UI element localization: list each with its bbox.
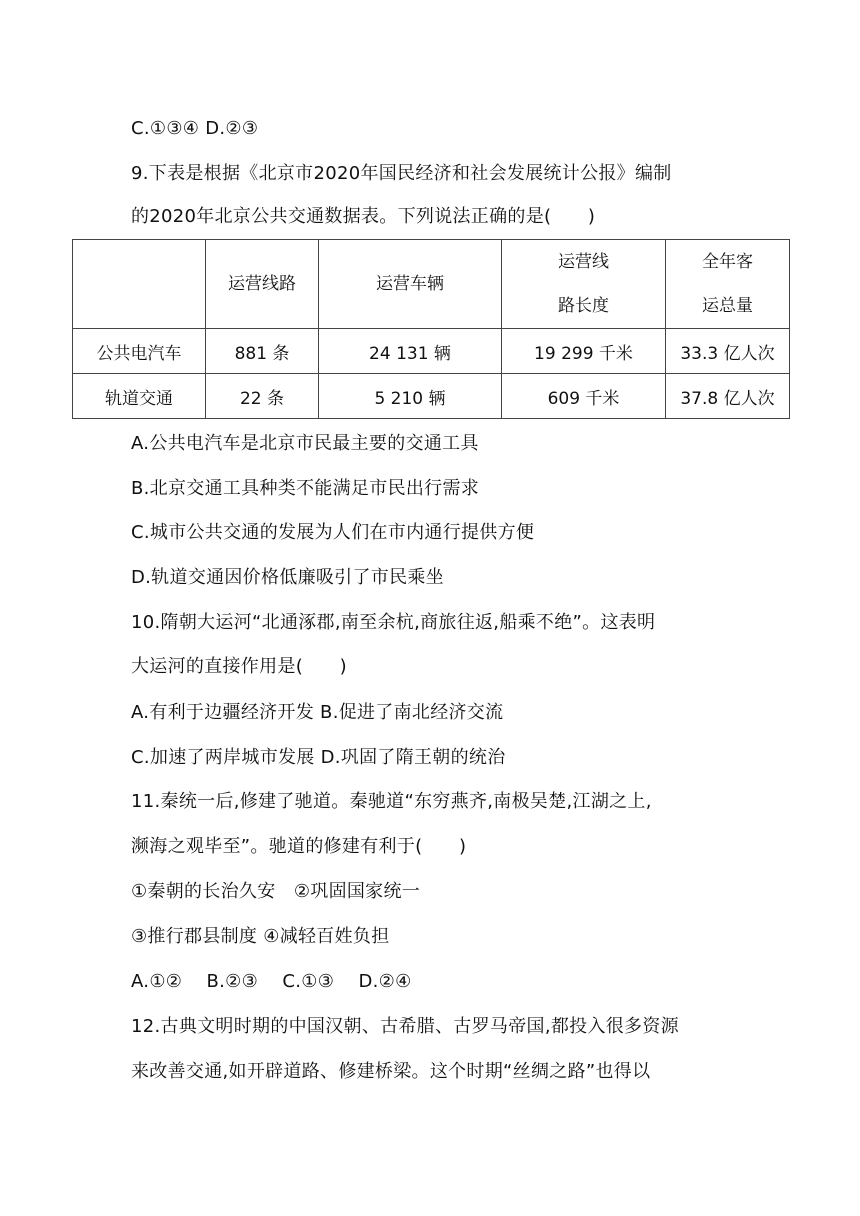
option-line: A.有利于边疆经济开发 B.促进了南北经济交流: [131, 702, 504, 723]
question-10-line-1: 10.隋朝大运河“北通涿郡,南至余杭,商旅往返,船乘不绝”。这表明: [131, 612, 656, 633]
table-header-row: [73, 240, 790, 329]
table-cell: 33.3 亿人次: [666, 329, 790, 374]
question-11-line-2: 濒海之观毕至”。驰道的修建有利于( ): [131, 836, 467, 857]
table-cell: 24 131 辆: [319, 329, 502, 374]
question-10-line-2: 大运河的直接作用是( ): [131, 656, 347, 677]
option-line: A.公共电汽车是北京市民最主要的交通工具: [131, 433, 479, 454]
table-header-text: 全年客: [702, 252, 753, 272]
table-cell: 22 条: [206, 374, 319, 419]
option-line: A.①② B.②③ C.①③ D.②④: [131, 971, 412, 992]
table-row: [73, 374, 790, 419]
table-cell: 37.8 亿人次: [666, 374, 790, 419]
question-9-line-1: 9.下表是根据《北京市2020年国民经济和社会发展统计公报》编制: [131, 163, 672, 184]
question-11-line-1: 11.秦统一后,修建了驰道。秦驰道“东穷燕齐,南极吴楚,江湖之上,: [131, 791, 652, 812]
statement-line: ③推行郡县制度 ④减轻百姓负担: [131, 926, 390, 947]
option-line: C.城市公共交通的发展为人们在市内通行提供方便: [131, 522, 535, 543]
table-cell: 19 299 千米: [502, 329, 666, 374]
option-line: B.北京交通工具种类不能满足市民出行需求: [131, 478, 480, 499]
transit-data-table: [72, 239, 790, 419]
statement-line: ①秦朝的长治久安 ②巩固国家统一: [131, 881, 421, 902]
table-row: [73, 329, 790, 374]
table-header-text: 路长度: [558, 296, 609, 316]
question-9-line-2: 的2020年北京公共交通数据表。下列说法正确的是( ): [131, 206, 596, 227]
table-cell: 轨道交通: [73, 374, 206, 419]
table-cell: 公共电汽车: [73, 329, 206, 374]
option-line: C.加速了两岸城市发展 D.巩固了隋王朝的统治: [131, 747, 506, 768]
table-header-text: 运营线: [558, 252, 609, 272]
table-header-cell: 运营线路: [206, 240, 319, 329]
option-line-q8: C.①③④ D.②③: [131, 118, 259, 139]
option-line: D.轨道交通因价格低廉吸引了市民乘坐: [131, 567, 444, 588]
table-header-text: 运总量: [702, 296, 753, 316]
question-12-line-1: 12.古典文明时期的中国汉朝、古希腊、古罗马帝国,都投入很多资源: [131, 1016, 679, 1037]
table-cell: 609 千米: [502, 374, 666, 419]
table-header-cell: [666, 240, 790, 329]
table-cell: 881 条: [206, 329, 319, 374]
table-header-cell: [502, 240, 666, 329]
table-header-cell: 运营车辆: [319, 240, 502, 329]
question-12-line-2: 来改善交通,如开辟道路、修建桥梁。这个时期“丝绸之路”也得以: [131, 1061, 651, 1082]
table-header-cell-empty: [73, 240, 206, 329]
table-cell: 5 210 辆: [319, 374, 502, 419]
